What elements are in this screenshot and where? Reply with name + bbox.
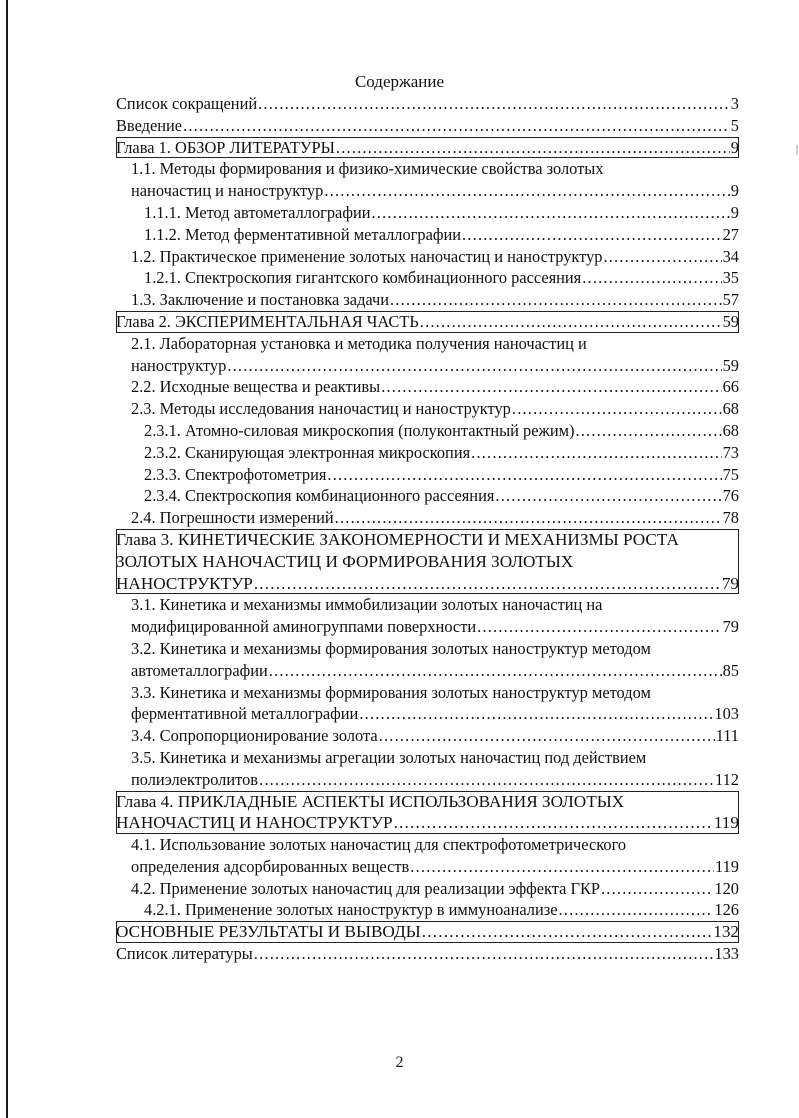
toc-entry-title: 1.2.1. Спектроскопия гигантского комбинационного рассеяния: [144, 268, 582, 288]
toc-entry[interactable]: [116, 202, 739, 224]
dot-leader: [335, 507, 722, 529]
toc-entry[interactable]: [116, 921, 739, 943]
toc-entry[interactable]: [116, 899, 739, 921]
toc-entry[interactable]: [116, 529, 739, 594]
toc-entry-page: 27: [722, 224, 739, 244]
toc-entry[interactable]: [116, 594, 739, 638]
toc-entry-page: 9: [730, 137, 739, 157]
toc-entry-line: [144, 442, 739, 464]
dot-leader: [336, 137, 730, 159]
toc-entry-title: 2.3.1. Атомно-силовая микроскопия (полуконтактный режим): [144, 420, 575, 440]
toc-entry-title: автометаллографии: [131, 660, 268, 680]
toc-entry[interactable]: [116, 398, 739, 420]
toc-entry-page: 119: [715, 856, 739, 876]
dot-leader: [227, 355, 721, 377]
toc-entry-line: [131, 376, 739, 398]
toc-entry-line: [131, 289, 739, 311]
toc-entry-line: [116, 115, 739, 137]
toc-entry-page: 35: [722, 268, 739, 288]
toc-entry-page: 34: [722, 246, 739, 266]
toc-entry-title: Глава 2. ЭКСПЕРИМЕНТАЛЬНАЯ ЧАСТЬ: [116, 311, 419, 331]
toc-entry-title-line: 4.1. Использование золотых наночастиц для спектрофотометрического: [131, 835, 627, 855]
toc-entry[interactable]: [116, 725, 739, 747]
toc-entry-page: 103: [714, 704, 739, 724]
toc-entry-line: [144, 267, 739, 289]
toc-entry-title-line: 3.3. Кинетика и механизмы формирования золотых наноструктур методом: [131, 682, 651, 702]
toc-entry-title: ферментативной металлографии: [131, 704, 359, 724]
toc-entry-page: 57: [722, 290, 739, 310]
toc-entry-line: [131, 703, 739, 725]
toc-entry[interactable]: [116, 834, 739, 878]
toc-entry-title: 2.3.4. Спектроскопия комбинационного рассеяния: [144, 486, 495, 506]
toc-entry-title-line: 3.5. Кинетика и механизмы агрегации золотых наночастиц под действием: [131, 747, 647, 767]
toc-entry-page: 9: [730, 202, 739, 222]
toc-entry-title-line: Глава 3. КИНЕТИЧЕСКИЕ ЗАКОНОМЕРНОСТИ И МЕХАНИЗМЫ РОСТА ЗОЛОТЫХ НАНОЧАСТИЦ И ФОРМИРОВАНИЯ ЗОЛОТЫХ: [116, 529, 679, 571]
toc-entry[interactable]: [116, 224, 739, 246]
toc-entry[interactable]: [116, 93, 739, 115]
dot-leader: [372, 202, 730, 224]
toc-entry-page: 9: [730, 181, 739, 201]
toc-entry-title: ОСНОВНЫЕ РЕЗУЛЬТАТЫ И ВЫВОДЫ: [116, 922, 421, 942]
dot-leader: [410, 856, 714, 878]
dot-leader: [462, 224, 722, 246]
dot-leader: [269, 660, 722, 682]
toc-entry-page: 111: [715, 726, 739, 746]
toc-entry-line: [116, 137, 739, 159]
toc-entry-title: 2.4. Погрешности измерений: [131, 508, 334, 528]
toc-entry[interactable]: [116, 289, 739, 311]
dot-leader: [495, 485, 721, 507]
toc-entry-title: Список сокращений: [116, 94, 258, 113]
dot-leader: [512, 398, 722, 420]
toc-entry-title: 2.2. Исходные вещества и реактивы: [131, 377, 381, 397]
toc-entry-line: [144, 224, 739, 246]
toc-entry-title-line: Глава 4. ПРИКЛАДНЫЕ АСПЕКТЫ ИСПОЛЬЗОВАНИЯ ЗОЛОТЫХ: [116, 791, 625, 811]
dot-leader: [381, 376, 721, 398]
dot-leader: [254, 573, 721, 595]
dot-leader: [183, 115, 730, 137]
toc-entry-line: [131, 507, 739, 529]
toc-entry-page: 73: [722, 442, 739, 462]
toc-entry-page: 3: [730, 94, 739, 113]
toc-entry-line: [116, 921, 739, 943]
toc-entry-page: 112: [715, 769, 739, 789]
toc-entry-page: 126: [714, 900, 739, 920]
dot-leader: [420, 311, 722, 333]
scan-speck: [796, 145, 798, 155]
toc-entry-title: 1.1.1. Метод автометаллографии: [144, 202, 371, 222]
toc-entry-page: 120: [714, 878, 739, 898]
toc-entry-title: 4.2. Применение золотых наночастиц для реализации эффекта ГКР: [131, 878, 600, 898]
toc-entry-page: 59: [722, 355, 739, 375]
toc-entry-line: [144, 202, 739, 224]
toc-entry-page: 78: [722, 508, 739, 528]
toc-entry[interactable]: [116, 943, 739, 965]
toc-entry-line: [116, 93, 739, 115]
toc-entry-page: 133: [714, 944, 739, 964]
toc-entry[interactable]: [116, 442, 739, 464]
toc-entry-line: [131, 725, 739, 747]
toc-entry-title: НАНОСТРУКТУР: [116, 573, 253, 593]
toc-entry-line: [144, 485, 739, 507]
toc-entry-page: 5: [730, 115, 739, 135]
toc-entry[interactable]: [116, 246, 739, 268]
toc-entry-title: Введение: [116, 115, 183, 135]
toc-entry-title: определения адсорбированных веществ: [131, 856, 410, 876]
toc-entry-title: модифицированной аминогруппами поверхности: [131, 617, 477, 637]
toc-entry-page: 66: [722, 377, 739, 397]
toc-entry-page: 85: [722, 660, 739, 680]
toc-entry-line: [131, 878, 739, 900]
dot-leader: [603, 246, 721, 268]
toc-entry[interactable]: [116, 878, 739, 900]
toc-entry-page: 68: [722, 399, 739, 419]
toc-entry-line: [131, 180, 739, 202]
dot-leader: [327, 464, 721, 486]
dot-leader: [575, 420, 721, 442]
toc-entry-title: 1.2. Практическое применение золотых наночастиц и наноструктур: [131, 246, 603, 266]
toc-entry-title: Список литературы: [116, 944, 253, 964]
toc-entry-line: [131, 246, 739, 268]
toc-entry-title: НАНОЧАСТИЦ И НАНОСТРУКТУР: [116, 813, 393, 833]
dot-leader: [379, 725, 715, 747]
dot-leader: [558, 899, 713, 921]
toc-entry[interactable]: [116, 464, 739, 486]
toc-entry[interactable]: [116, 682, 739, 726]
dot-leader: [390, 289, 722, 311]
toc-entry-title: 3.4. Сопропорционирование золота: [131, 726, 378, 746]
toc-entry[interactable]: [116, 376, 739, 398]
toc-entry-title: Глава 1. ОБЗОР ЛИТЕРАТУРЫ: [116, 137, 335, 157]
toc-entry-title-line: 3.1. Кинетика и механизмы иммобилизации золотых наночастиц на: [131, 595, 603, 615]
dot-leader: [477, 616, 721, 638]
toc-entry-title: 4.2.1. Применение золотых наноструктур в иммуноанализе: [144, 900, 558, 920]
toc-entry-page: 79: [722, 617, 739, 637]
toc-entry[interactable]: [116, 420, 739, 442]
toc-entry-title: 1.3. Заключение и постановка задачи: [131, 290, 390, 310]
toc-entry[interactable]: [116, 638, 739, 682]
toc-entry-page: 59: [722, 311, 739, 331]
toc-entry-line: [116, 812, 739, 834]
toc-entry-title-line: 1.1. Методы формирования и физико-химические свойства золотых: [131, 159, 604, 179]
page-title: Содержание: [354, 72, 445, 91]
toc-entry-title: наночастиц и наноструктур: [131, 181, 324, 201]
dot-leader: [254, 943, 714, 965]
toc-entry-line: [116, 573, 739, 595]
toc-entry-line: [144, 464, 739, 486]
dot-leader: [582, 267, 721, 289]
toc-entry[interactable]: [116, 115, 739, 137]
toc-entry-title: 2.3. Методы исследования наночастиц и наноструктур: [131, 399, 511, 419]
toc-entry[interactable]: [116, 791, 739, 835]
page-number: 2: [395, 1054, 404, 1071]
toc-entry-line: [131, 398, 739, 420]
dot-leader: [259, 769, 714, 791]
toc-entry-title: 1.1.2. Метод ферментативной металлографии: [144, 224, 462, 244]
toc-entry[interactable]: [116, 311, 739, 333]
toc-entry-line: [144, 899, 739, 921]
toc-entry-line: [131, 660, 739, 682]
toc-entry-title: 2.3.2. Сканирующая электронная микроскопия: [144, 442, 471, 462]
toc-entry-line: [116, 943, 739, 965]
toc-entry-line: [131, 856, 739, 878]
toc-entry-line: [144, 420, 739, 442]
toc-entry-line: [131, 355, 739, 377]
table-of-contents: [116, 93, 739, 965]
toc-entry[interactable]: [116, 507, 739, 529]
toc-entry-line: [131, 616, 739, 638]
dot-leader: [471, 442, 721, 464]
toc-entry-title-line: 2.1. Лабораторная установка и методика получения наночастиц и: [131, 333, 587, 353]
toc-entry[interactable]: [116, 137, 739, 159]
dot-leader: [394, 812, 713, 834]
toc-entry-page: 132: [713, 922, 739, 942]
toc-entry-title: 2.3.3. Спектрофотометрия: [144, 464, 327, 484]
page-edge-shadow: [6, 0, 8, 1118]
toc-entry[interactable]: [116, 158, 739, 202]
dot-leader: [601, 878, 713, 900]
toc-entry[interactable]: [116, 747, 739, 791]
toc-entry-page: 75: [722, 464, 739, 484]
dot-leader: [422, 921, 713, 943]
toc-entry-title: полиэлектролитов: [131, 769, 259, 789]
toc-entry-page: 68: [722, 420, 739, 440]
toc-entry[interactable]: [116, 267, 739, 289]
toc-entry[interactable]: [116, 485, 739, 507]
toc-entry-page: 76: [722, 486, 739, 506]
toc-entry-page: 79: [721, 573, 739, 593]
toc-entry-line: [131, 769, 739, 791]
toc-entry-line: [116, 311, 739, 333]
toc-entry-page: 119: [713, 813, 739, 833]
toc-entry-title-line: 3.2. Кинетика и механизмы формирования золотых наноструктур методом: [131, 638, 651, 658]
dot-leader: [359, 703, 713, 725]
toc-entry[interactable]: [116, 333, 739, 377]
dot-leader: [258, 93, 730, 115]
toc-entry-title: наноструктур: [131, 355, 227, 375]
dot-leader: [324, 180, 729, 202]
